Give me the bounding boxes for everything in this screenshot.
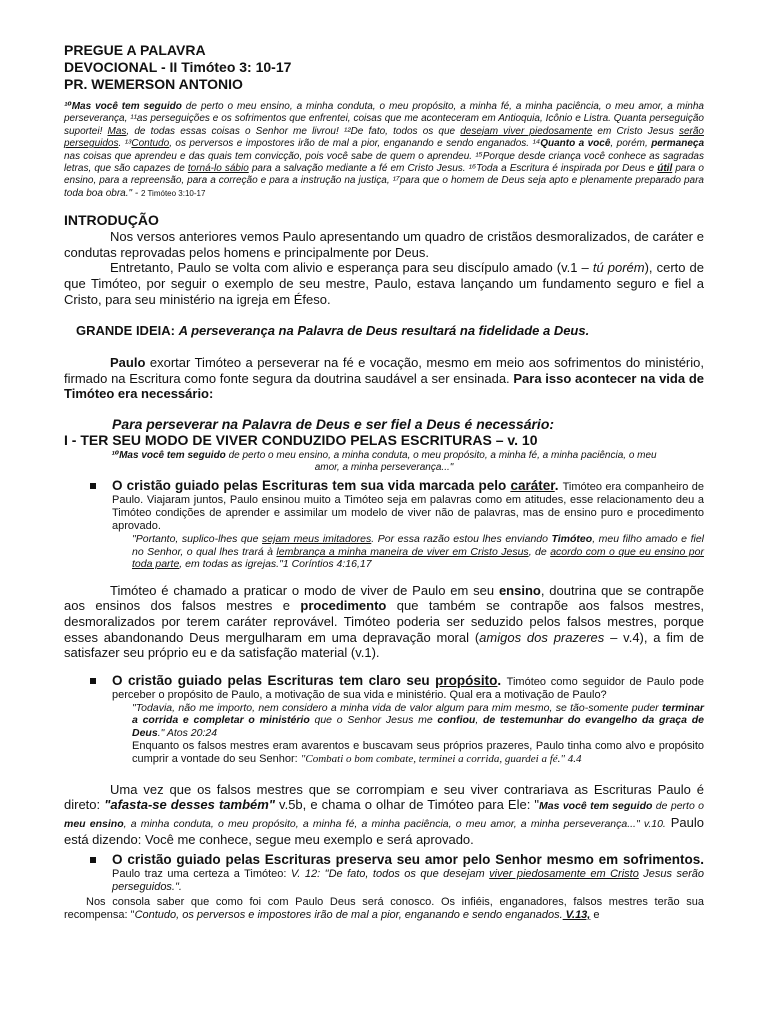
paragraph-last xyxy=(64,896,704,922)
quote-bold: de testemunhar do evangelho da graça de Deus xyxy=(132,714,704,739)
bullet-title: O cristão guiado pelas Escrituras preserva seu amor pelo Senhor mesmo em sofrimentos. xyxy=(112,851,704,867)
intro-paragraph-1: Nos versos anteriores vemos Paulo apresentando um quadro de cristãos desmoralizados, de caráter e condutas reprovadas pelos homens e principalmente por Deus. xyxy=(64,229,704,260)
epigraph-torna: torná-lo sábio xyxy=(187,163,249,175)
bullet-amor-paragraph xyxy=(112,852,704,894)
bullet-italic: V. 12: "De fato, todos os que desejam xyxy=(290,867,490,880)
bullet-title-keyword: propósito xyxy=(435,672,498,688)
section-heading-intro: INTRODUÇÃO xyxy=(64,212,159,229)
uma-bold-italic: meu ensino xyxy=(64,817,124,830)
last-text: Nos consola saber que como foi com Paulo Deus será conosco. Os infiéis, enganadores, falsos mestres terão sua recompensa: " xyxy=(64,895,704,921)
paragraph-paulo xyxy=(64,355,704,402)
epigraph-contudo: Contudo xyxy=(131,138,170,150)
timoteo-text: , doutrina que se contrapõe aos ensinos dos falsos mestres e xyxy=(64,582,704,614)
author-line: PR. WEMERSON ANTONIO xyxy=(64,76,243,92)
quote-underline: lembrança a minha maneira de viver em Cristo Jesus xyxy=(276,545,529,558)
timoteo-bold: ensino xyxy=(498,582,541,598)
quote-corintios xyxy=(132,533,704,571)
uma-text: v.5b, e chama o olhar de Timóteo para Ele: " xyxy=(274,797,540,813)
epigraph-quanto: Quanto a você xyxy=(540,138,611,150)
epigraph-text: em Cristo Jesus xyxy=(592,125,679,137)
quote-text: "Todavia, não me importo, nem considero a minha vida de valor algum para mim mesmo, se tão-somente puder xyxy=(132,701,662,714)
epigraph-desejam: desejam viver piedosamente xyxy=(460,125,593,137)
epigraph-permaneca: permaneça xyxy=(651,138,705,150)
epigraph-serao: serão perseguidos xyxy=(64,125,704,150)
bullet-title-keyword: caráter xyxy=(510,478,555,493)
verse-text: de perto o meu ensino, a minha conduta, o meu propósito, a minha fé, a minha paciência, o meu amor, a minha perseverança..." xyxy=(225,450,657,473)
quote-text: , xyxy=(475,714,483,727)
paulo-bold: Para isso acontecer na vida de Timóteo era necessário: xyxy=(64,370,704,402)
bullet-text: Paulo traz uma certeza a Timóteo: xyxy=(112,867,291,880)
big-idea-text: A perseverança na Palavra de Deus resultará na fidelidade a Deus. xyxy=(178,323,590,339)
big-idea xyxy=(64,323,704,339)
epigraph-text: . ¹³ xyxy=(118,138,132,150)
bullet-text: Timóteo como seguidor de Paulo pode perceber o propósito de Paulo, a motivação de sua vida e ministério. Qual era a motivação de Paulo? xyxy=(112,675,704,701)
bullet-carater xyxy=(64,478,704,571)
paulo-name: Paulo xyxy=(110,355,146,371)
bullet-carater-paragraph xyxy=(112,478,704,533)
epigraph-text: para a salvação mediante a fé em Cristo Jesus. ¹⁶Toda a Escritura é inspirada por Deus e xyxy=(248,163,658,175)
epigraph-text: de perto o meu ensino, a minha conduta, o meu propósito, a minha fé, a minha paciência, o meu amor, a minha perseverança, ¹¹as perseguições e os sofrimentos que enfrentei, coisas que me aconteceram em Antioquia, Icônio e Listra. Quanta perseguição suportei! xyxy=(64,101,704,137)
uma-text: Paulo está dizendo: Você me conhece, segue meu exemplo e será aprovado. xyxy=(64,814,704,848)
uma-italic: , a minha conduta, o meu propósito, a minha fé, a minha paciência, o meu amor, a minha perseverança..." v.10. xyxy=(123,817,666,830)
quote-text: , em todas as igrejas." xyxy=(179,558,283,571)
title-line-2: DEVOCIONAL - II Timóteo 3: 10-17 xyxy=(64,59,292,75)
quote-bold: Timóteo xyxy=(551,533,593,545)
intro-emphasis: tú porém xyxy=(592,260,645,276)
last-text: e xyxy=(590,908,600,921)
epigraph-text: , porém, xyxy=(610,138,652,150)
bullet-title: O cristão guiado pelas Escrituras tem sua vida marcada pelo xyxy=(112,478,511,493)
bullet-text: Timóteo era companheiro de Paulo. Viajaram juntos, Paulo ensinou muito a Timóteo seja em palavras como em atitudes, esse relacionamento deu a Timóteo condições de aprender e assimilar um modelo de viver não de palavras, mas de ensino puro e procedimento aprovado. xyxy=(112,481,704,532)
epigraph-passage xyxy=(64,101,704,200)
quote-underline: acordo com o que eu ensino por toda parte xyxy=(132,545,704,571)
after-text: Enquanto os falsos mestres eram avarentos e buscavam seus próprios prazeres, Paulo tinha como alvo e propósito cumprir a vontade do seu Senhor: xyxy=(132,739,704,765)
timoteo-text: que também se contrapõe aos falsos mestres, desmoralizados por terem caráter reprovável. Timóteo poderia ser seduzido pelos falsos mestres, porque esses abandonando Deus mergulharam em uma depravação moral ( xyxy=(64,598,704,645)
uma-italic: de perto o xyxy=(652,800,704,813)
quote-underline: sejam meus imitadores xyxy=(262,533,372,545)
proposito-after-text xyxy=(132,740,704,766)
verse-number: ¹⁰ xyxy=(111,450,120,461)
paragraph-uma-vez xyxy=(64,782,704,848)
title-line-1: PREGUE A PALAVRA xyxy=(64,42,206,58)
quote-atos xyxy=(132,702,704,740)
epigraph-text: nas coisas que aprendeu e das quais tem convicção, pois você sabe de quem o aprendeu. ¹⁵Porque desde criança você conhece as sagradas letras, que são capazes de xyxy=(64,150,704,175)
quote-reference: Atos 20:24 xyxy=(166,726,218,739)
epigraph-mas: Mas xyxy=(107,125,127,137)
epigraph-text: para o ensino, para a repreensão, para a correção e para a instrução na justiça, ¹⁷para que o homem de Deus seja apto e plenamente preparado para toda boa obra." - xyxy=(64,163,704,199)
bullet-title: O cristão guiado pelas Escrituras tem claro seu xyxy=(112,672,436,688)
bullet-square-icon xyxy=(90,857,96,863)
quote-text: "Portanto, suplico-lhes que xyxy=(132,533,263,545)
uma-text: Uma vez que os falsos mestres que se corrompiam e seu viver contrariava as Escrituras Paulo é direto: xyxy=(64,781,704,813)
verse-number: ¹⁰ xyxy=(64,101,72,112)
epigraph-text: , de todas essas coisas o Senhor me livrou! ¹²De fato, todos os que xyxy=(126,125,461,137)
last-reference: V.13, xyxy=(562,908,591,921)
bullet-square-icon xyxy=(90,483,96,489)
quote-reference: 1 Coríntios 4:16,17 xyxy=(282,558,372,571)
uma-bold-italic: "afasta-se desses também" xyxy=(104,797,275,813)
quote-text: que o Senhor Jesus me xyxy=(309,714,438,727)
intro-text: Entretanto, Paulo se volta com alivio e esperança para seu discípulo amado (v.1 – xyxy=(110,260,593,276)
paragraph-timoteo xyxy=(64,583,704,661)
last-italic: Contudo, os perversos e impostores irão de mal a pior, enganando e sendo enganados. xyxy=(134,908,563,921)
bullet-proposito xyxy=(64,673,704,766)
after-quote: "Combati o bom combate, terminei a corrida, guardei a fé." 4.4 xyxy=(300,752,582,765)
epigraph-util: útil xyxy=(657,163,673,175)
bullet-square-icon xyxy=(90,678,96,684)
intro-paragraph-2 xyxy=(64,260,704,307)
bullet-proposito-paragraph xyxy=(112,673,704,702)
bullet-underline: viver piedosamente em Cristo xyxy=(489,867,639,880)
big-idea-label: GRANDE IDEIA: xyxy=(76,323,179,339)
intro-text: ), certo de que Timóteo, por seguir o exemplo de seu mestre, Paulo, estava lançando um fundamento seguro e fiel a Cristo, para seu ministério na igreja em Éfeso. xyxy=(64,260,704,307)
paulo-text: exortar Timóteo a perseverar na fé e vocação, mesmo em meio aos sofrimentos do ministério, firmado na Escritura como fonte segura da doutrina saudável a ser ensinada. xyxy=(64,355,704,386)
quote-text: . Por essa razão estou lhes enviando xyxy=(371,533,552,545)
quote-text: , meu filho amado e fiel no Senhor, o qual lhes trará à xyxy=(132,533,704,558)
verse-10-quote xyxy=(104,450,664,474)
epigraph-lead: Mas você tem seguido xyxy=(71,101,182,112)
timoteo-bold: procedimento xyxy=(300,598,387,614)
bullet-title: . xyxy=(554,478,563,493)
timoteo-text: – v.4), a fim de satisfazer seu próprio eu e da satisfação material (v.1). xyxy=(64,629,704,661)
main-point-heading: I - TER SEU MODO DE VIVER CONDUZIDO PELAS ESCRITURAS – v. 10 xyxy=(64,432,538,448)
uma-bold-italic: Mas você tem seguido xyxy=(539,800,653,813)
sub-heading: Para perseverar na Palavra de Deus e ser fiel a Deus é necessário: xyxy=(112,416,555,432)
verse-lead: Mas você tem seguido xyxy=(119,450,226,461)
timoteo-italic: amigos dos prazeres xyxy=(479,629,605,645)
epigraph-text: , os perversos e impostores irão de mal a pior, enganando e sendo enganados. ¹⁴ xyxy=(169,138,541,150)
quote-text: , de xyxy=(528,545,551,558)
quote-text: ." xyxy=(157,726,167,739)
quote-bold: terminar a corrida e completar o ministério xyxy=(132,701,704,727)
timoteo-text: Timóteo é chamado a praticar o modo de viver de Paulo em seu xyxy=(110,582,499,598)
epigraph-source: 2 Timóteo 3:10-17 xyxy=(140,188,206,198)
bullet-italic: Jesus serão perseguidos.". xyxy=(112,867,704,893)
bullet-title: . xyxy=(497,672,507,688)
bullet-amor xyxy=(64,852,704,894)
quote-bold: confiou xyxy=(437,714,476,727)
